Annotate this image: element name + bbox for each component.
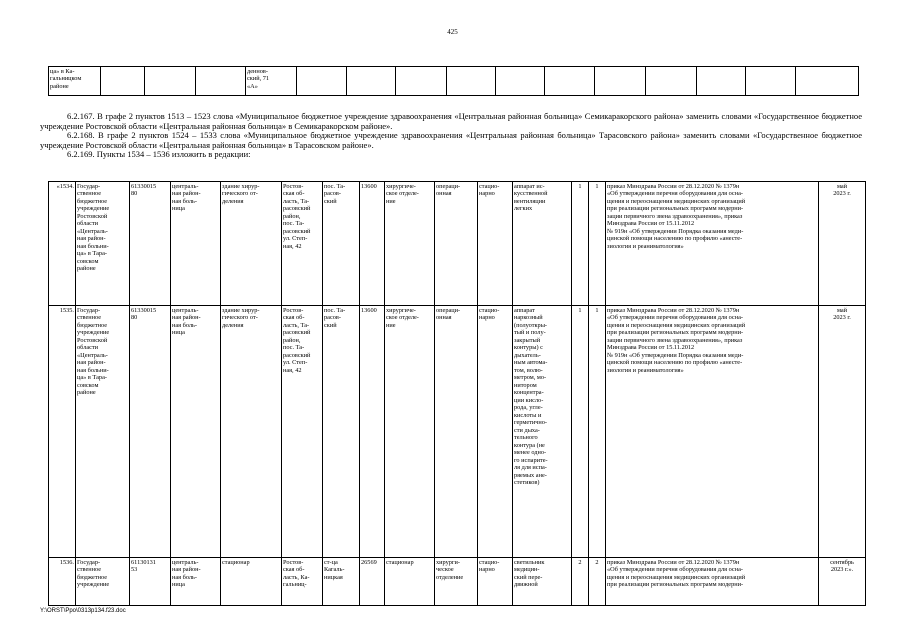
- table-cell: деннов- ский, 71 «А»: [246, 67, 297, 96]
- table-cell: 26569: [360, 558, 385, 606]
- table-cell: стацио- нарно: [478, 182, 513, 306]
- table-cell: 61330015 80: [130, 182, 171, 306]
- table-cell: 1536.: [49, 558, 76, 606]
- amendment-paragraphs: [40, 112, 862, 160]
- table-cell: хирургиче- ское отделе- ние: [385, 182, 435, 306]
- table-cell: [347, 67, 396, 96]
- table-cell: централь- ная район- ная боль- ница: [171, 182, 221, 306]
- table-cell: централь- ная район- ная боль- ница: [171, 558, 221, 606]
- table-cell: Государ- ственное бюджетное учреждение Ростовской области «Централь- ная район- ная больни- ца» в Тара- совском районе: [76, 182, 130, 306]
- table-cell: 1535.: [49, 306, 76, 558]
- paragraph: 6.2.168. В графе 2 пунктов 1524 – 1533 слова «Муниципальное бюджетное учреждение здравоохранения «Центральная районная больница» Тарасовского района» заменить словами «Государственное бюджетное учреждение Ростовской области «Центральная районная больница» в Тарасовском районе».: [40, 130, 862, 150]
- table-cell: стационар: [385, 558, 435, 606]
- table-cell: «1534.: [49, 182, 76, 306]
- table-cell: [697, 67, 746, 96]
- table-cell: аппарат наркозный (полуоткры- тый и полу- закрытый контуры) с дыхатель- ным автома- том, волю- метром, мо- нитором концентра- ции кисло- рода, угле- кислоты и герметично- сти дыха- тельного контура (не менее одно- го испарите- ля для испа- ряемых ане- стетиков): [513, 306, 572, 558]
- table-cell: [145, 67, 196, 96]
- table-cell: 61330015 80: [130, 306, 171, 558]
- table-cell: ст-ца Кагаль- ницкая: [323, 558, 360, 606]
- table-row: [49, 558, 866, 606]
- table-cell: Ростов- ская об- ласть, Та- расовский район, пос. Та- расовский ул. Степ- ная, 42: [282, 182, 323, 306]
- file-path-footer: Y:\ORST\Ppo\0313p134.f23.doc: [40, 608, 126, 614]
- table-row: [49, 306, 866, 558]
- table-cell: ца» в Ка- гальницком районе: [49, 67, 101, 96]
- table-cell: Ростов- ская об- ласть, Ка- гальниц-: [282, 558, 323, 606]
- table-cell: пос. Та- расов- ский: [323, 182, 360, 306]
- table-cell: [101, 67, 145, 96]
- table-cell: [545, 67, 595, 96]
- table-cell: хирурги- ческое отделение: [435, 558, 478, 606]
- table-cell: [396, 67, 447, 96]
- table-cell: здание хирур- гического от- деления: [221, 306, 282, 558]
- table-cell: [496, 67, 545, 96]
- paragraph: 6.2.169. Пункты 1534 – 1536 изложить в редакции:: [67, 149, 251, 160]
- top-table: [48, 66, 859, 96]
- table-cell: май 2023 г.: [819, 306, 866, 558]
- table-cell: приказ Минздрава России от 28.12.2020 № 1379н «Об утверждении перечня оборудования для осна- щения и переоснащения медицинских организаций при реализации региональных программ модерни-: [606, 558, 819, 606]
- table-cell: Государ- ственное бюджетное учреждение: [76, 558, 130, 606]
- table-cell: 1: [589, 306, 606, 558]
- table-cell: приказ Минздрава России от 28.12.2020 № 1379н «Об утверждении перечня оборудования для осна- щения и переоснащения медицинских организаций при реализации региональных программ модерни- зации первичного звена здравоохранения», приказ Минздрава России от 15.11.2012 № 919н «Об утверждении Порядка оказания меди- цинской помощи населению по профилю «анесте- зиология и реаниматология»: [606, 306, 819, 558]
- table-row: [49, 67, 859, 96]
- table-cell: Ростов- ская об- ласть, Та- расовский район, пос. Та- расовский ул. Степ- ная, 42: [282, 306, 323, 558]
- table-cell: стацио- нарно: [478, 558, 513, 606]
- table-cell: 2: [572, 558, 589, 606]
- table-cell: операци- онная: [435, 182, 478, 306]
- table-cell: стацио- нарно: [478, 306, 513, 558]
- table-cell: приказ Минздрава России от 28.12.2020 № 1379н «Об утверждении перечня оборудования для осна- щения и переоснащения медицинских организаций при реализации региональных программ модерни- зации первичного звена здравоохранения», приказ Минздрава России от 15.11.2012 № 919н «Об утверждении Порядка оказания меди- цинской помощи населению по профилю «анесте- зиология и реаниматология»: [606, 182, 819, 306]
- table-cell: операци- онная: [435, 306, 478, 558]
- table-cell: 2: [589, 558, 606, 606]
- table-cell: Государ- ственное бюджетное учреждение Ростовской области «Централь- ная район- ная больни- ца» в Тара- совском районе: [76, 306, 130, 558]
- table-cell: 1: [589, 182, 606, 306]
- table-cell: здание хирур- гического от- деления: [221, 182, 282, 306]
- table-cell: [746, 67, 796, 96]
- table-cell: [646, 67, 697, 96]
- table-cell: [796, 67, 859, 96]
- table-cell: [595, 67, 646, 96]
- table-cell: светильник медицин- ский пере- движной: [513, 558, 572, 606]
- table-cell: [297, 67, 347, 96]
- table-cell: 13600: [360, 306, 385, 558]
- table-cell: сентябрь 2023 г.».: [819, 558, 866, 606]
- table-cell: стационар: [221, 558, 282, 606]
- table-cell: 61130131 53: [130, 558, 171, 606]
- table-cell: [196, 67, 246, 96]
- paragraph: 6.2.167. В графе 2 пунктов 1513 – 1523 слова «Муниципальное бюджетное учреждение здравоохранения «Центральная районная больница» Семикаракорского района» заменить словами «Государственное бюджетное учреждение Ростовской области «Центральная районная больница» в Семикаракорском районе».: [40, 111, 862, 131]
- table-cell: 13600: [360, 182, 385, 306]
- page-number: 425: [447, 28, 458, 36]
- table-cell: хирургиче- ское отделе- ние: [385, 306, 435, 558]
- table-cell: [447, 67, 496, 96]
- table-cell: 1: [572, 306, 589, 558]
- table-cell: пос. Та- расов- ский: [323, 306, 360, 558]
- table-cell: 1: [572, 182, 589, 306]
- table-row: [49, 182, 866, 306]
- equipment-table-body: [49, 182, 866, 606]
- table-cell: централь- ная район- ная боль- ница: [171, 306, 221, 558]
- equipment-table: [48, 181, 866, 606]
- table-cell: аппарат ис- кусственной вентиляции легких: [513, 182, 572, 306]
- table-cell: май 2023 г.: [819, 182, 866, 306]
